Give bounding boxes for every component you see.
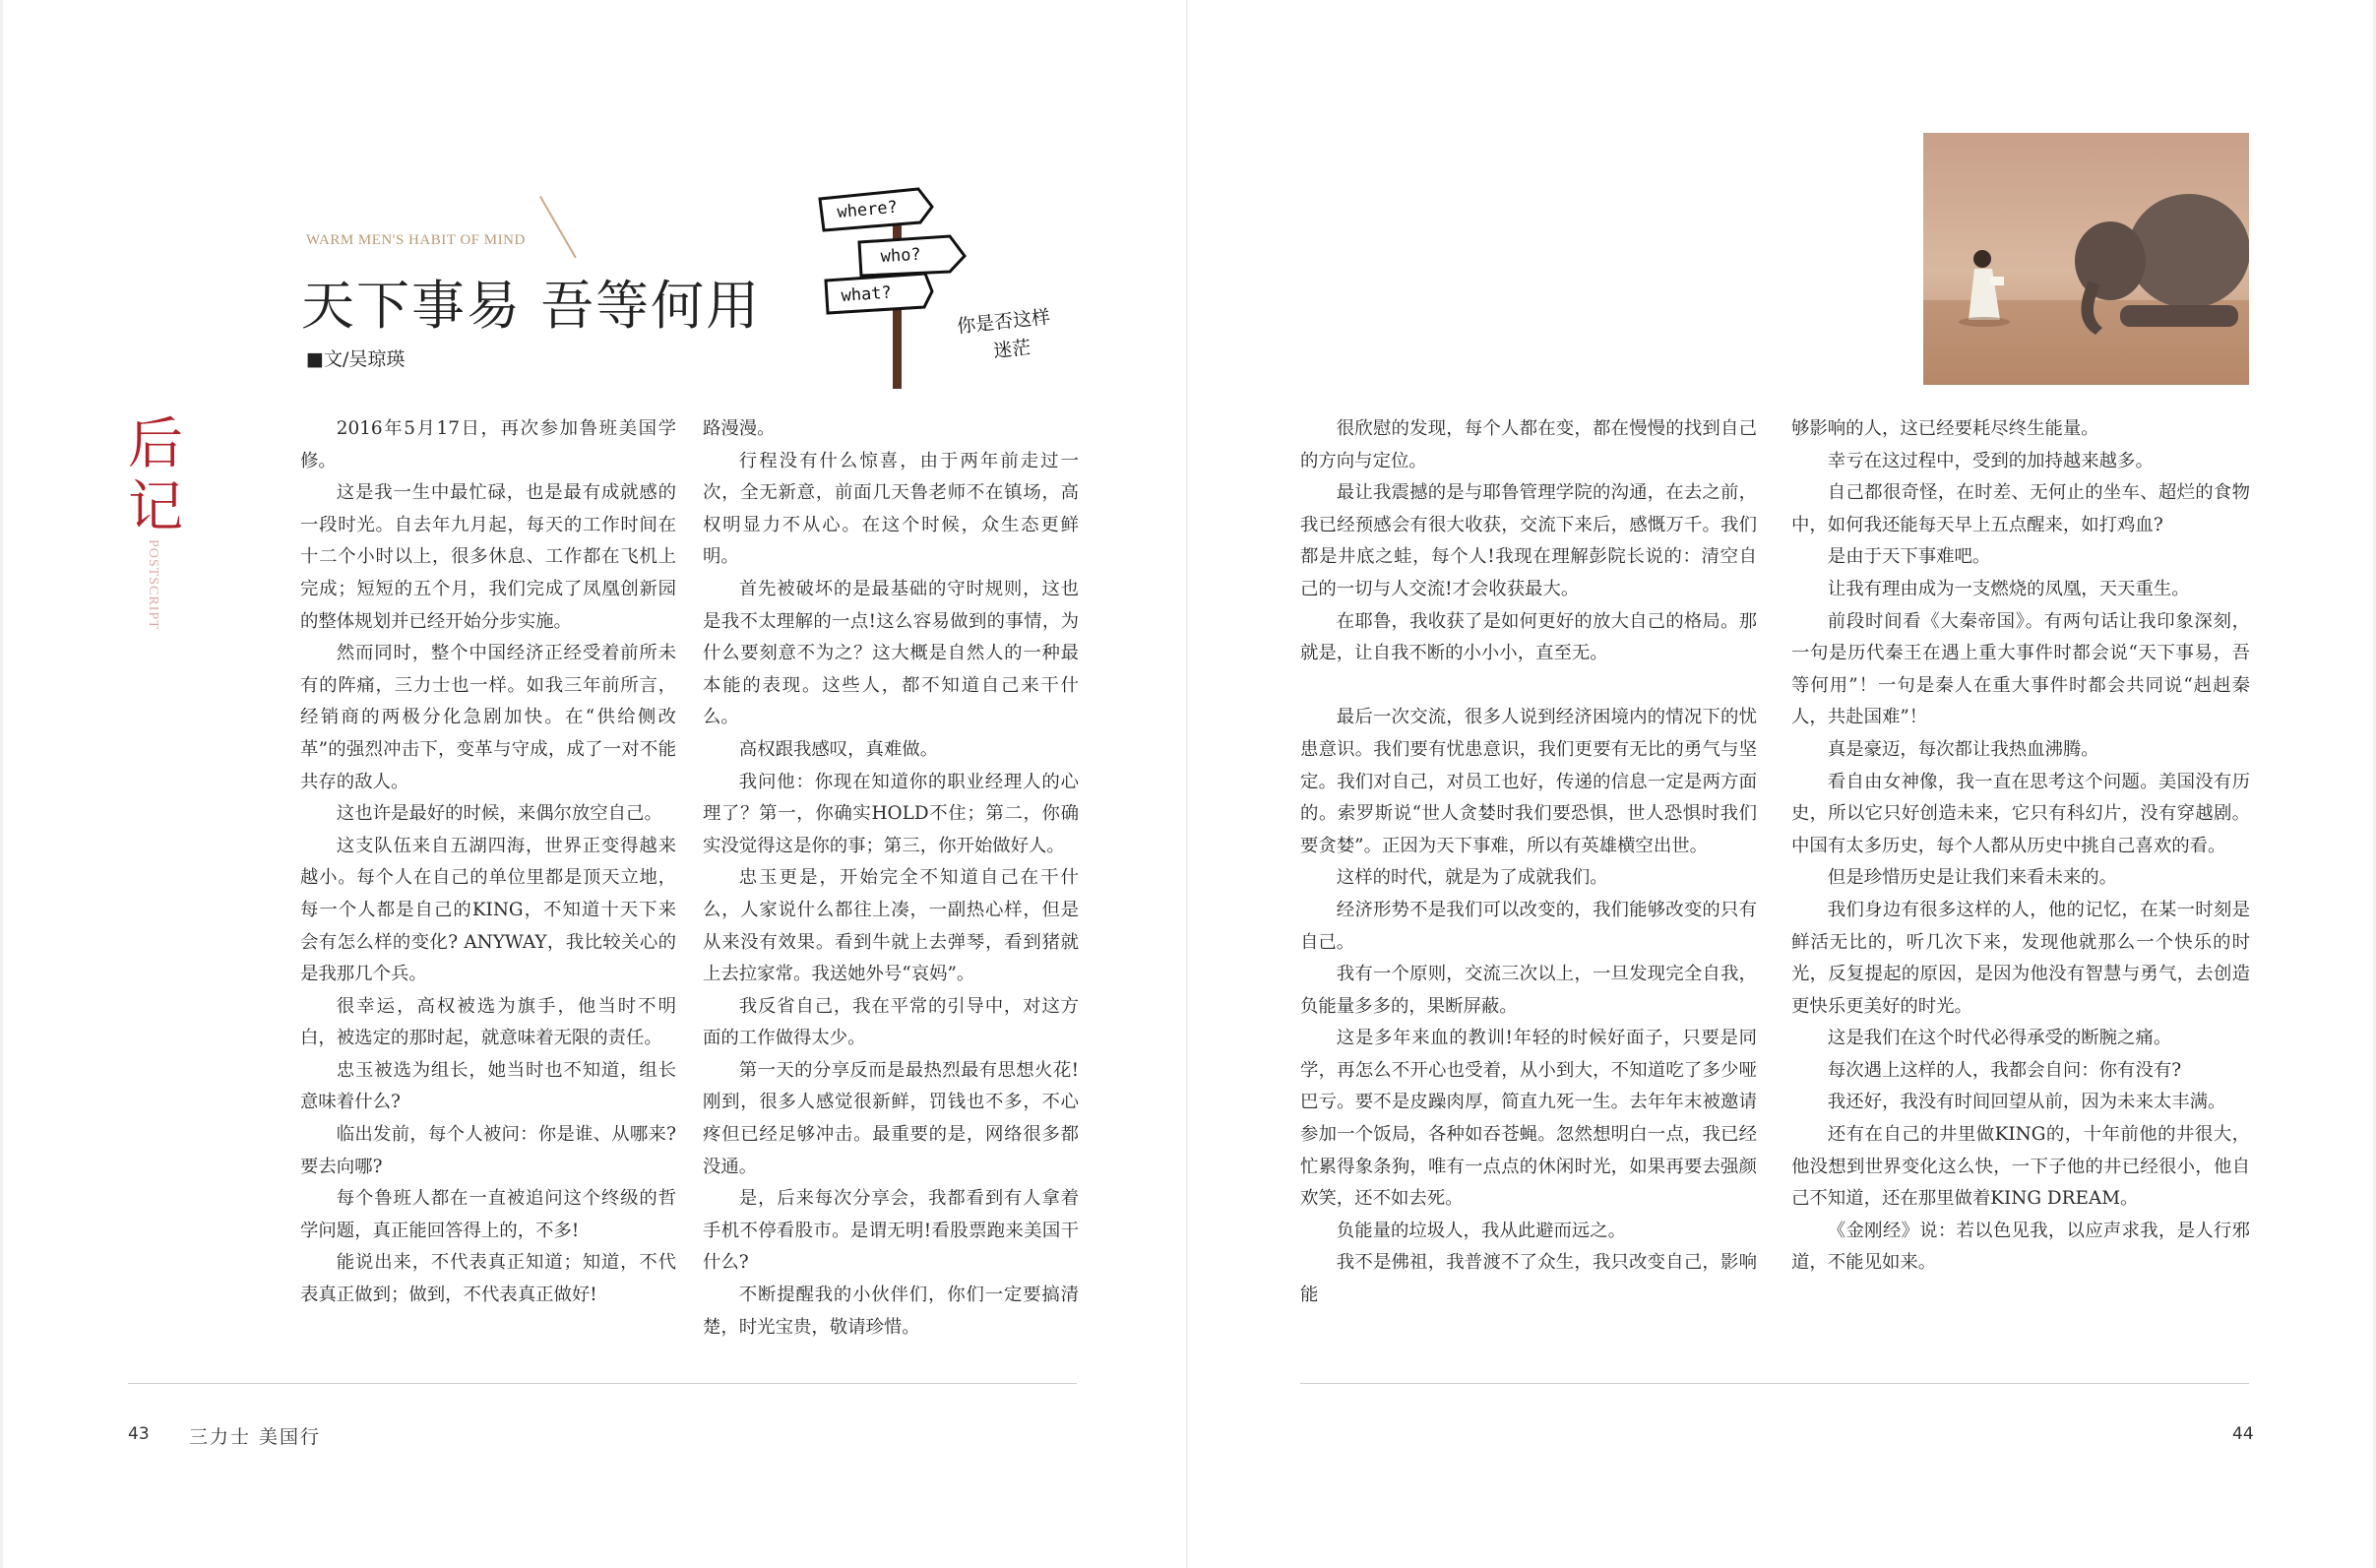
paragraph: 在耶鲁，我收获了是如何更好的放大自己的格局。那就是，让自我不断的小小小，直至无。 [1300,610,1757,664]
footer-rule-right [1300,1383,2249,1384]
paragraph: 我不是佛祖，我普渡不了众生，我只改变自己，影响能 [1300,1252,1757,1306]
illustration-caption-1: 你是否这样 [956,306,1052,338]
paragraph: 看自由女神像，我一直在思考这个问题。美国没有历史，所以它只好创造未来，它只有科幻片，没有穿越剧。中国有太多历史，每个人都从历史中挑自己喜欢的看。 [1791,771,2250,856]
text-column-3 [1300,413,1757,1312]
footer-rule-left [128,1383,1077,1384]
paragraph: 行程没有什么惊喜，由于两年前走过一次，全无新意，前面几天鲁老师不在镇场，高权明显力不从心。在这个时候，众生态更鲜明。 [703,450,1079,568]
paragraph: 我有一个原则，交流三次以上，一旦发现完全自我，负能量多多的，果断屏蔽。 [1300,964,1757,1017]
paragraph: 这是多年来血的教训!年轻的时候好面子，只要是同学，再怎么不开心也受着，从小到大，不知道吃了多少哑巴亏。要不是皮躁肉厚，简直九死一生。去年年末被邀请参加一个饭局，各种如吞苍蝇。忽然想明白一点，我已经忙累得象条狗，唯有一点点的休闲时光，如果再要去强颜欢笑，还不如去死。 [1300,1028,1757,1210]
paragraph: 然而同时，整个中国经济正经受着前所未有的阵痛，三力士也一样。如我三年前所言，经销商的两极分化急剧加快。在“供给侧改革”的强烈冲击下，变革与守成，成了一对不能共存的敌人。 [300,643,676,792]
sign-where-text: where? [836,197,899,222]
paragraph: 自己都很奇怪，在时差、无何止的坐车、超烂的食物中，如何我还能每天早上五点醒来，如打鸡血? [1791,482,2250,535]
paragraph: 负能量的垃圾人，我从此避而远之。 [1336,1220,1627,1241]
paragraph: 高权跟我感叹，真难做。 [738,738,939,760]
paragraph: 首先被破坏的是最基础的守时规则，这也是我不太理解的一点!这么容易做到的事情，为什么要刻意不为之？这大概是自然人的一种最本能的表现。这些人，都不知道自己来干什么。 [703,578,1079,728]
paragraph: 真是豪迈，每次都让我热血沸腾。 [1827,738,2099,760]
byline: ■文/吴琼瑛 [306,348,406,370]
text-column-1 [300,413,676,1312]
paragraph: 每次遇上这样的人，我都会自问：你有没有? [1827,1059,2182,1081]
paragraph: 忠玉被选为组长，她当时也不知道，组长意味着什么? [300,1059,676,1113]
paragraph: 让我有理由成为一支燃烧的凤凰，天天重生。 [1827,578,2190,599]
paragraph: 第一天的分享反而是最热烈最有思想火花!刚到，很多人感觉很新鲜，罚钱也不多，不心疼但已经足够冲击。最重要的是，网络很多都没通。 [703,1059,1079,1177]
paragraph: 最让我震撼的是与耶鲁管理学院的沟通，在去之前，我已经预感会有很大收获，交流下来后，感慨万千。我们都是井底之蛙，每个人!我现在理解彭院长说的：清空自己的一切与人交流!才会收获最大。 [1300,482,1757,599]
paragraph: 我问他：你现在知道你的职业经理人的心理了？第一，你确实HOLD不住；第二，你确实没觉得这是你的事；第三，你开始做好人。 [703,771,1079,856]
text-column-2 [703,413,1079,1344]
magazine-name: 三力士 美国行 [189,1426,322,1448]
paragraph: 我们身边有很多这样的人，他的记忆，在某一时刻是鲜活无比的，听几次下来，发现他就那么一个快乐的时光，反复提起的原因，是因为他没有智慧与勇气，去创造更快乐更美好的时光。 [1791,899,2250,1017]
text-column-4 [1791,413,2250,1280]
paragraph: 是由于天下事难吧。 [1827,546,1991,568]
paragraph: 我还好，我没有时间回望从前，因为未来太丰满。 [1827,1092,2226,1113]
paragraph: 这是我一生中最忙碌，也是最有成就感的一段时光。自去年九月起，每天的工作时间在十二个小时以上，很多休息、工作都在飞机上完成；短短的五个月，我们完成了凤凰创新园的整体规划并已经开始分步实施。 [300,482,676,632]
kicker: WARM MEN'S HABIT OF MIND [306,232,526,248]
paragraph: 《金刚经》说：若以色见我，以应声求我，是人行邪道，不能见如来。 [1791,1220,2250,1274]
sign-what-text: what? [840,282,893,306]
paragraph: 但是珍惜历史是让我们来看未来的。 [1827,867,2118,889]
boy-head [1973,250,1991,268]
paragraph: 这也许是最好的时候，来偶尔放空自己。 [336,803,662,825]
paragraph: 很欣慰的发现，每个人都在变，都在慢慢的找到自己的方向与定位。 [1300,418,1757,471]
page-edge [0,0,3,1568]
elephant-legs [2120,305,2238,327]
article-title: 天下事易 吾等何用 [301,275,762,337]
paragraph: 幸亏在这过程中，受到的加持越来越多。 [1827,450,2154,471]
paragraph: 2016年5月17日，再次参加鲁班美国学修。 [300,418,676,471]
sign-who-text: who? [880,244,922,267]
elephant-body [2128,194,2249,308]
page-number-left: 43 [128,1424,150,1444]
paragraph: 最后一次交流，很多人说到经济困境内的情况下的忧患意识。我们要有忧患意识，我们更要有无比的勇气与坚定。我们对自己，对员工也好，传递的信息一定是两方面的。索罗斯说“世人贪婪时我们要恐惧，世人恐惧时我们要贪婪”。正因为天下事难，所以有英雄横空出世。 [1300,707,1757,856]
paragraph: 这样的时代，就是为了成就我们。 [1336,867,1608,889]
paragraph: 不断提醒我的小伙伴们，你们一定要搞清楚，时光宝贵，敬请珍惜。 [703,1285,1079,1338]
paragraph: 忠玉更是，开始完全不知道自己在干什么，人家说什么都往上凑，一副热心样，但是从来没有效果。看到牛就上去弹琴，看到猪就上去拉家常。我送她外号“哀妈”。 [703,867,1079,985]
section-subtitle: POSTSCRIPT [146,539,160,630]
paragraph: 这是我们在这个时代必得承受的断腕之痛。 [1827,1028,2172,1049]
kicker-slash-decoration [539,196,577,258]
left-page [0,0,1187,1568]
signpost-illustration [802,177,1068,394]
paragraph: 能说出来，不代表真正知道；知道，不代表真正做到；做到，不代表真正做好! [300,1252,676,1306]
paragraph: 够影响的人，这已经要耗尽终生能量。 [1791,418,2099,439]
paragraph: 我反省自己，我在平常的引导中，对这方面的工作做得太少。 [703,995,1079,1049]
paragraph: 前段时间看《大秦帝国》。有两句话让我印象深刻，一句是历代秦王在遇上重大事件时都会说“天下事易，吾等何用”！一句是秦人在重大事件时都会共同说“赳赳秦人，共赴国难”！ [1791,610,2250,728]
paragraph: 经济形势不是我们可以改变的，我们能够改变的只有自己。 [1300,899,1757,953]
paragraph: 路漫漫。 [703,418,776,439]
paragraph: 很幸运，高权被选为旗手，他当时不明白，被选定的那时起，就意味着无限的责任。 [300,995,676,1049]
paragraph: 是，后来每次分享会，我都看到有人拿着手机不停看股市。是谓无明!看股票跑来美国干什么? [703,1188,1079,1274]
boy-reading-to-elephant-photo [1923,133,2249,385]
paragraph: 还有在自己的井里做KING的，十年前他的井很大，他没想到世界变化这么快，一下子他的井已经很小，他自己不知道，还在那里做着KING DREAM。 [1791,1124,2250,1210]
section-title: 后记 [128,412,183,539]
paragraph: 每个鲁班人都在一直被追问这个终级的哲学问题，真正能回答得上的，不多! [300,1188,676,1241]
page-number-right: 44 [2232,1424,2254,1444]
paragraph: 这支队伍来自五湖四海，世界正变得越来越小。每个人在自己的单位里都是顶天立地，每一个人都是自己的KING，不知道十天下来会有怎么样的变化? ANYWAY，我比较关心的是我那几个兵。 [300,835,676,985]
paragraph: 临出发前，每个人被问：你是谁、从哪来?要去向哪? [300,1124,676,1177]
boy-book [1990,277,2004,285]
illustration-caption-2: 迷茫 [992,337,1032,362]
